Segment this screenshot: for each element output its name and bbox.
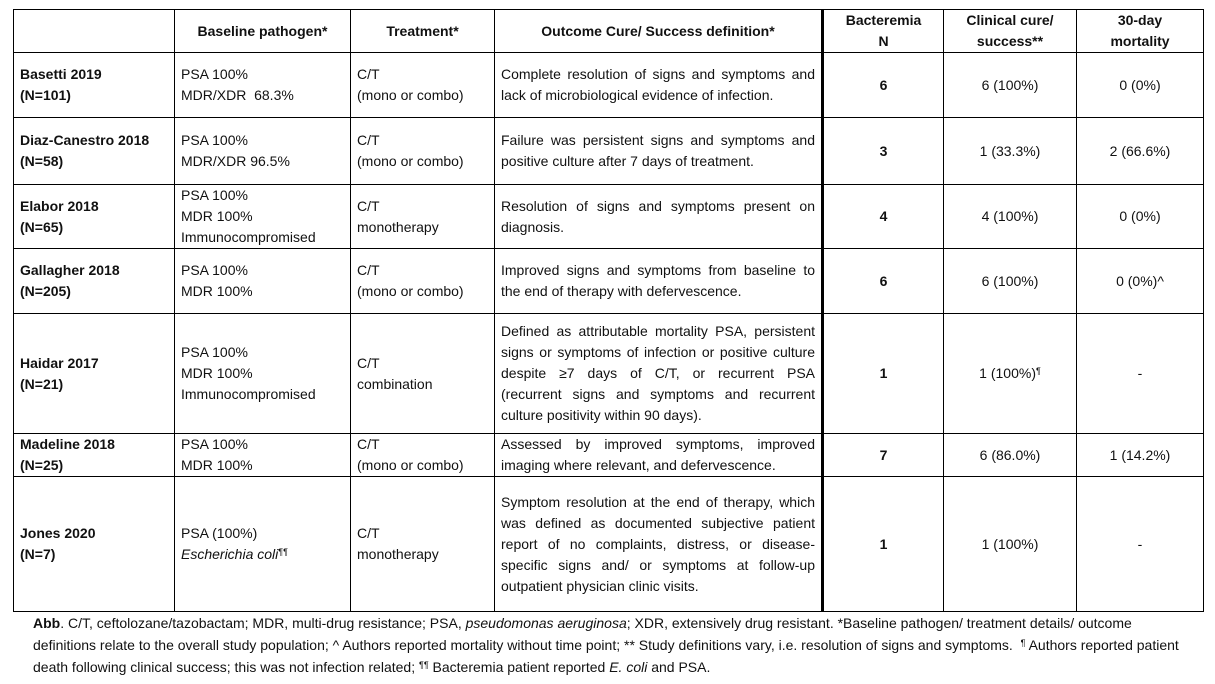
cure-cell xyxy=(944,477,1077,612)
study-name: Jones 2020 xyxy=(20,525,96,541)
mortality-cell: 0 (0%)^ xyxy=(1077,249,1204,314)
bacteremia-cell: 6 xyxy=(823,53,944,118)
pathogen-line: MDR 100% xyxy=(181,365,253,381)
header-treatment: Treatment* xyxy=(351,10,495,53)
pathogen-cell xyxy=(175,185,351,249)
header-cure-line2: success** xyxy=(976,33,1044,49)
pathogen-line: PSA 100% xyxy=(181,187,248,203)
bacteremia-cell: 1 xyxy=(823,477,944,612)
pathogen-cell xyxy=(175,477,351,612)
pathogen-cell xyxy=(175,434,351,477)
cure-cell xyxy=(944,434,1077,477)
pathogen-line: Immunocompromised xyxy=(181,386,316,402)
study-cell xyxy=(14,477,175,612)
pathogen-line: MDR/XDR 96.5% xyxy=(181,153,290,169)
cure-value: 1 (100%) xyxy=(981,535,1039,552)
study-n: (N=25) xyxy=(20,457,64,473)
header-pathogen: Baseline pathogen* xyxy=(175,10,351,53)
results-table xyxy=(13,9,1204,612)
treatment-cell xyxy=(351,249,495,314)
header-definition: Outcome Cure/ Success definition* xyxy=(495,10,823,53)
header-study xyxy=(14,10,175,53)
footnote-text: . C/T, ceftolozane/tazobactam; MDR, multi-drug resistance; PSA, xyxy=(60,615,466,631)
definition-cell: Symptom resolution at the end of therapy, which was defined as documented subjective patient report of no complaints, distress, or disease-specific signs and/ or symptoms at follow-up outpatient physician clinic visits. xyxy=(495,477,823,612)
study-n: (N=21) xyxy=(20,375,64,392)
pathogen-line: PSA 100% xyxy=(181,344,248,360)
table-row xyxy=(14,53,1204,118)
pathogen-cell xyxy=(175,118,351,185)
study-name: Basetti 2019 xyxy=(20,66,102,82)
study-name: Madeline 2018 xyxy=(20,436,115,452)
table-row xyxy=(14,249,1204,314)
definition-cell: Improved signs and symptoms from baseline to the end of therapy with defervescence. xyxy=(495,249,823,314)
study-name: Diaz-Canestro 2018 xyxy=(20,132,150,148)
treatment-line: C/T xyxy=(357,66,380,82)
treatment-line: monotherapy xyxy=(357,218,439,235)
study-n: (N=101) xyxy=(20,87,71,103)
pathogen-italic: Escherichia coli xyxy=(181,546,279,562)
pathogen-cell xyxy=(175,53,351,118)
cure-footnote-mark: ¶ xyxy=(1035,366,1041,376)
study-name: Haidar 2017 xyxy=(20,354,99,371)
table-row xyxy=(14,434,1204,477)
header-row xyxy=(14,10,1204,53)
study-n: (N=65) xyxy=(20,218,64,235)
treatment-cell xyxy=(351,53,495,118)
pathogen-cell xyxy=(175,249,351,314)
treatment-line: C/T xyxy=(357,262,380,278)
study-cell xyxy=(14,314,175,434)
footnote-mark: ¶ xyxy=(1020,638,1026,648)
cure-cell xyxy=(944,118,1077,185)
study-cell xyxy=(14,185,175,249)
pathogen-cell xyxy=(175,314,351,434)
definition-cell: Defined as attributable mortality PSA, persistent signs or symptoms of infection or positive culture despite ≥7 days of C/T, or recurrent PSA (recurrent signs and symptoms and recurrent culture positivity within 90 days). xyxy=(495,314,823,434)
pathogen-line: PSA 100% xyxy=(181,66,248,82)
pathogen-line-italic xyxy=(181,544,344,565)
treatment-cell xyxy=(351,118,495,185)
header-mortality xyxy=(1077,10,1204,53)
footnote-mark: ¶¶ xyxy=(418,660,429,670)
bacteremia-cell: 6 xyxy=(823,249,944,314)
header-mortality-line1: 30-day xyxy=(1117,12,1163,28)
definition-cell: Failure was persistent signs and symptoms and positive culture after 7 days of treatment. xyxy=(495,118,823,185)
cure-value: 6 (100%) xyxy=(981,76,1039,93)
footnote-text: Authors reported patient death following clinical success; this was not infection related; xyxy=(33,637,1179,675)
treatment-line: C/T xyxy=(357,436,380,452)
study-name: Elabor 2018 xyxy=(20,197,99,214)
header-bacteremia-line1: Bacteremia xyxy=(845,12,922,28)
footnote-italic: pseudomonas aeruginosa xyxy=(465,615,627,631)
mortality-cell: 0 (0%) xyxy=(1077,53,1204,118)
definition-cell: Resolution of signs and symptoms present on diagnosis. xyxy=(495,185,823,249)
table-row xyxy=(14,477,1204,612)
treatment-cell xyxy=(351,434,495,477)
treatment-line: C/T xyxy=(357,525,380,541)
bacteremia-cell: 3 xyxy=(823,118,944,185)
bacteremia-cell: 7 xyxy=(823,434,944,477)
table-row xyxy=(14,118,1204,185)
footnote-text: and PSA. xyxy=(647,659,711,675)
header-cure xyxy=(944,10,1077,53)
mortality-cell: 0 (0%) xyxy=(1077,185,1204,249)
mortality-cell: - xyxy=(1077,477,1204,612)
pathogen-line: MDR/XDR 68.3% xyxy=(181,87,294,103)
treatment-line: C/T xyxy=(357,132,380,148)
footnote-text: Bacteremia patient reported xyxy=(428,659,610,675)
table-row xyxy=(14,185,1204,249)
pathogen-line: MDR 100% xyxy=(181,283,253,299)
cure-value: 1 (100%) xyxy=(979,365,1036,381)
treatment-line: (mono or combo) xyxy=(357,87,464,103)
footnote-italic: E. coli xyxy=(609,659,648,675)
cure-cell xyxy=(944,314,1077,434)
treatment-line: (mono or combo) xyxy=(357,283,464,299)
definition-cell: Complete resolution of signs and symptoms and lack of microbiological evidence of infection. xyxy=(495,53,823,118)
study-n: (N=58) xyxy=(20,153,64,169)
header-mortality-line2: mortality xyxy=(1110,33,1170,49)
study-cell xyxy=(14,434,175,477)
cure-value: 6 (86.0%) xyxy=(979,446,1041,463)
footnote-abb-label: Abb xyxy=(33,615,61,631)
treatment-line: (mono or combo) xyxy=(357,457,464,473)
cure-value: 6 (100%) xyxy=(981,272,1039,289)
treatment-line: (mono or combo) xyxy=(357,153,464,169)
cure-value: 1 (33.3%) xyxy=(979,142,1041,159)
treatment-cell xyxy=(351,314,495,434)
header-cure-line1: Clinical cure/ xyxy=(966,12,1054,28)
cure-cell xyxy=(944,185,1077,249)
pathogen-line: MDR 100% xyxy=(181,208,253,224)
bacteremia-cell: 1 xyxy=(823,314,944,434)
bacteremia-cell: 4 xyxy=(823,185,944,249)
treatment-line: monotherapy xyxy=(357,546,439,562)
cure-cell xyxy=(944,53,1077,118)
study-name: Gallagher 2018 xyxy=(20,262,120,278)
table-row xyxy=(14,314,1204,434)
pathogen-line: PSA 100% xyxy=(181,262,248,278)
definition-cell: Assessed by improved symptoms, improved imaging where relevant, and defervescence. xyxy=(495,434,823,477)
treatment-line: combination xyxy=(357,375,433,392)
treatment-cell xyxy=(351,185,495,249)
mortality-cell: - xyxy=(1077,314,1204,434)
treatment-line: C/T xyxy=(357,197,380,214)
treatment-line: C/T xyxy=(357,354,380,371)
cure-cell xyxy=(944,249,1077,314)
study-cell xyxy=(14,249,175,314)
study-n: (N=7) xyxy=(20,546,56,562)
header-bacteremia-line2: N xyxy=(878,33,889,49)
pathogen-line: Immunocompromised xyxy=(181,229,316,245)
pathogen-line: PSA 100% xyxy=(181,132,248,148)
treatment-cell xyxy=(351,477,495,612)
pathogen-line: MDR 100% xyxy=(181,457,253,473)
mortality-cell: 2 (66.6%) xyxy=(1077,118,1204,185)
study-n: (N=205) xyxy=(20,283,71,299)
study-cell xyxy=(14,53,175,118)
pathogen-footnote-mark: ¶¶ xyxy=(278,547,288,557)
cure-value: 4 (100%) xyxy=(981,208,1039,224)
header-bacteremia xyxy=(823,10,944,53)
mortality-cell: 1 (14.2%) xyxy=(1077,434,1204,477)
footnote-text: ; XDR, extensively drug resistant. *Baseline pathogen/ treatment details/ outcome definitions relate to the overall study population; ^ Authors reported mortality without time point; ** Study definitions vary, i.e. resolution of signs and symptoms. xyxy=(33,615,1136,653)
pathogen-line: PSA 100% xyxy=(181,436,248,452)
study-cell xyxy=(14,118,175,185)
pathogen-line: PSA (100%) xyxy=(181,525,258,541)
table-footnote xyxy=(33,612,1193,678)
